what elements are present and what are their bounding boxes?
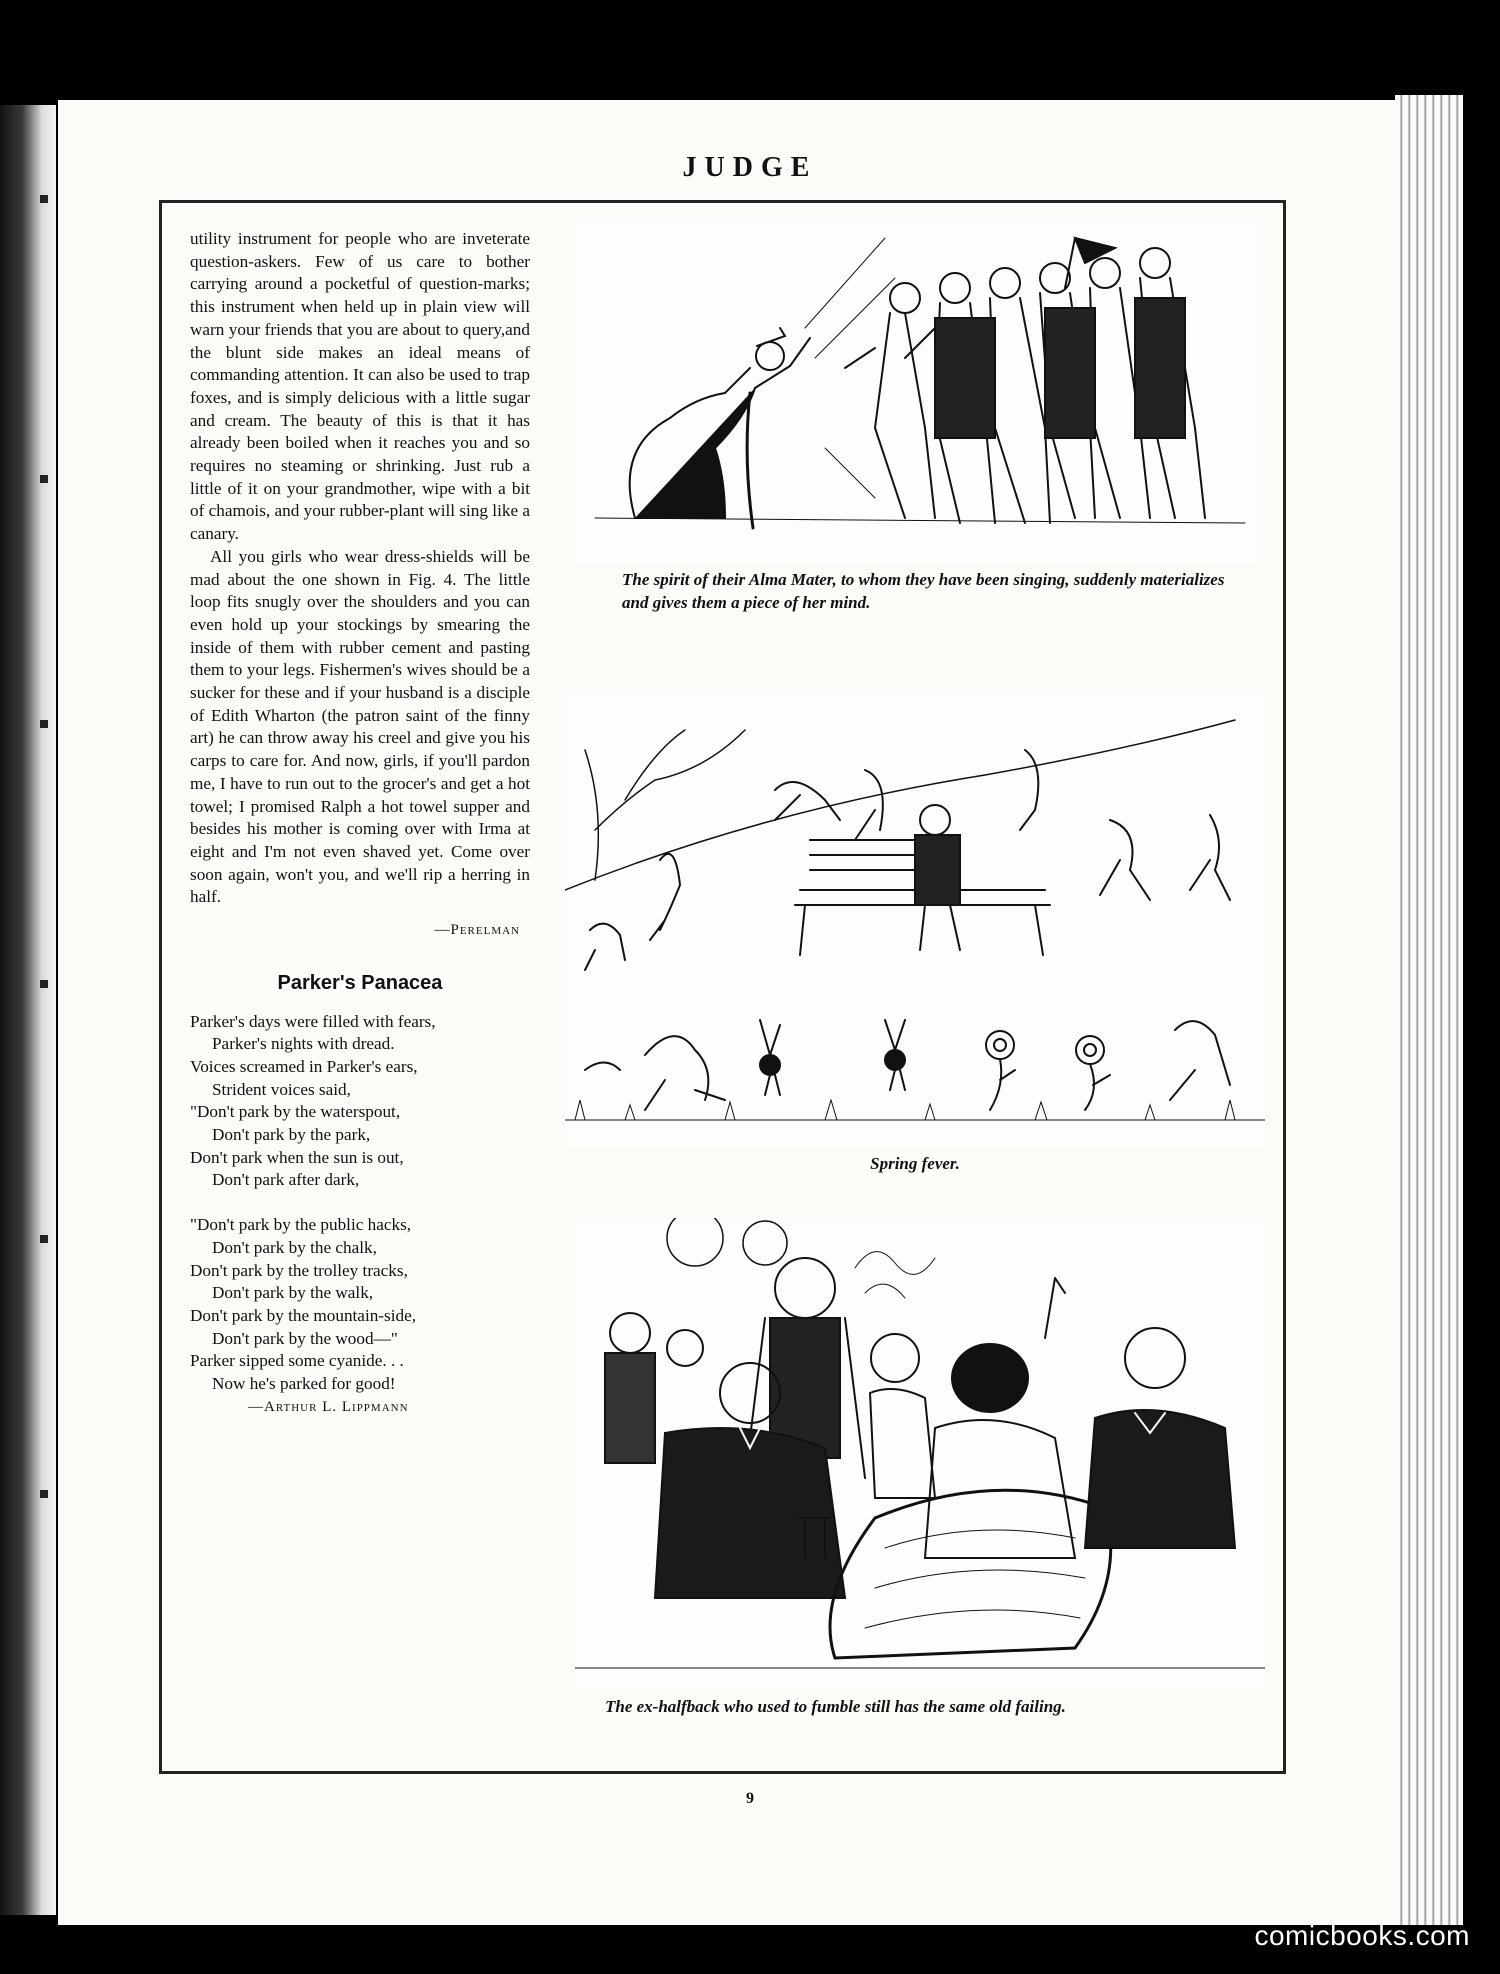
poem-line: Parker's nights with dread. xyxy=(212,1034,395,1054)
binding-mark xyxy=(40,980,48,988)
poem-line: Parker's days were filled with fears, xyxy=(190,1011,436,1031)
poem-line: Don't park by the trolley tracks, xyxy=(190,1260,408,1280)
poem xyxy=(190,1011,530,1419)
binding-mark xyxy=(40,475,48,483)
article-paragraph: All you girls who wear dress-shields will be mad about the one shown in Fig. 4. The little loop fits snugly over the shoulders and you can even hold up your stockings by smearing the inside of them with rubber cement and pasting them to your legs. Fishermen's wives should be a sucker for these and if your husband is a disciple of Edith Wharton (the patron saint of the finny art) he can throw away his creel and give you his carps to care for. And now, girls, if you'll pardon me, I have to run out to the grocer's and get a hot towel; I promised Ralph a hot towel supper and besides his mother is coming over with Irma at eight and I'm not even shaved yet. Come over soon again, won't you, and we'll rip a herring in half. xyxy=(190,546,530,907)
poem-line: Parker sipped some cyanide. . . xyxy=(190,1351,404,1371)
cartoon-caption: The spirit of their Alma Mater, to whom they have been singing, suddenly materializes and gives them a piece of her mind. xyxy=(622,570,1225,612)
poem-line: "Don't park by the waterspout, xyxy=(190,1102,401,1122)
binding-mark xyxy=(40,720,48,728)
binding-mark xyxy=(40,1235,48,1243)
cartoon-alma-mater xyxy=(575,218,1260,563)
poem-line: Don't park when the sun is out, xyxy=(190,1147,404,1167)
article-signature: —Perelman xyxy=(434,922,520,939)
page-stack-edge xyxy=(1395,95,1463,1925)
poem-line: Don't park by the park, xyxy=(212,1125,371,1145)
page-number: 9 xyxy=(746,1790,754,1807)
poem-line: Strident voices said, xyxy=(212,1079,351,1099)
cartoon-caption: The ex-halfback who used to fumble still has the same old failing. xyxy=(605,1697,1066,1716)
text-column xyxy=(190,228,530,1418)
poem-line: Don't park by the chalk, xyxy=(212,1237,377,1257)
poem-line: Don't park by the mountain-side, xyxy=(190,1305,417,1325)
watermark: comicbooks.com xyxy=(1254,1920,1470,1951)
article-paragraph: utility instrument for people who are inveterate question-askers. Few of us care to bother carrying around a pocketful of question-marks; this instrument when held up in plain view will warn your friends that you are about to query,and the blunt side makes an ideal means of commanding attention. It can also be used to trap foxes, and is simply delicious with a little sugar and cream. The beauty of this is that it has already been boiled when it reaches you and so requires no steaming or shrinking. Just rub a little of it on your grandmother, wipe with a bit of chamois, and your rubber-plant will sing like a canary. xyxy=(190,229,530,544)
running-head: JUDGE xyxy=(682,152,818,183)
cartoon-caption: Spring fever. xyxy=(870,1154,960,1173)
left-page-edge xyxy=(0,105,56,1915)
cartoon-ex-halfback xyxy=(575,1218,1265,1688)
poem-line: "Don't park by the public hacks, xyxy=(190,1215,412,1235)
poem-signature: —Arthur L. Lippmann xyxy=(248,1398,409,1415)
poem-title: Parker's Panacea xyxy=(277,971,443,994)
poem-line: Don't park after dark, xyxy=(212,1170,360,1190)
poem-line: Don't park by the wood—" xyxy=(212,1328,398,1348)
binding-mark xyxy=(40,195,48,203)
cartoon-spring-fever xyxy=(565,690,1265,1145)
stanza-break xyxy=(190,1192,530,1214)
poem-line: Now he's parked for good! xyxy=(212,1374,396,1394)
poem-line: Don't park by the walk, xyxy=(212,1283,374,1303)
binding-mark xyxy=(40,1490,48,1498)
poem-line: Voices screamed in Parker's ears, xyxy=(190,1056,418,1076)
